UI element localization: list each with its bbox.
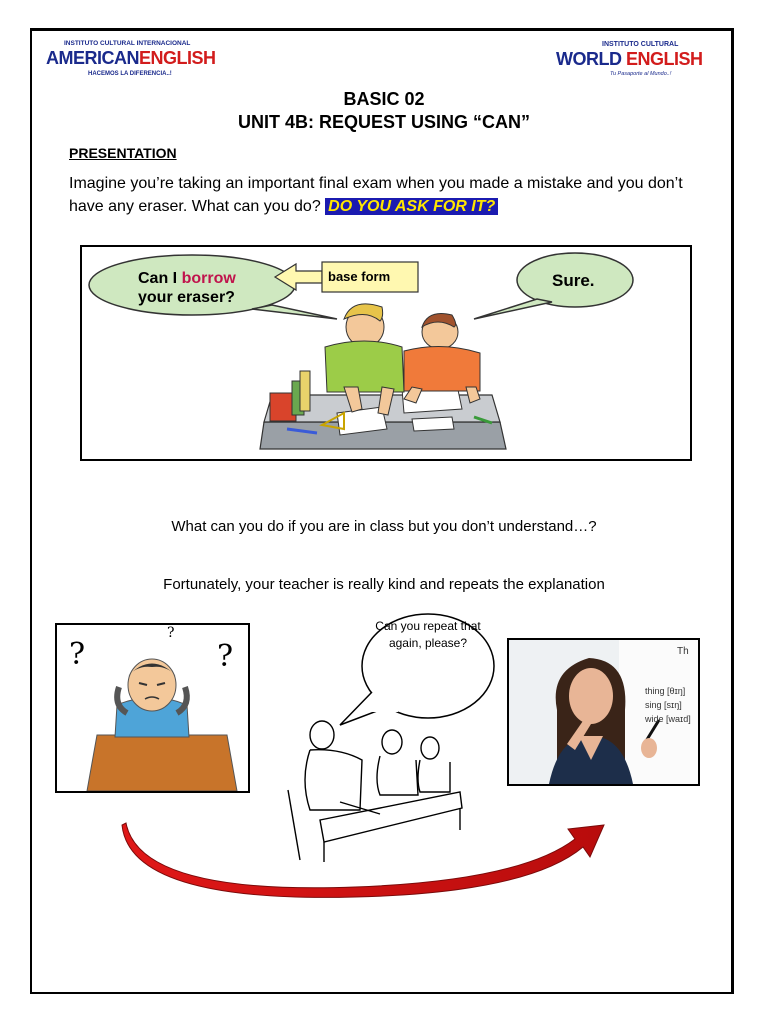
question-one: What can you do if you are in class but you don’t understand…?: [171, 518, 597, 535]
confused-student-image: [55, 623, 250, 793]
section-heading: PRESENTATION: [69, 145, 177, 161]
board-text-th: Th: [677, 646, 689, 657]
logo-word-english: ENGLISH: [139, 48, 216, 68]
bubble-left-text: [138, 269, 236, 307]
logo-top-line: INSTITUTO CULTURAL INTERNACIONAL: [64, 40, 191, 47]
exam-illustration: [80, 245, 692, 461]
logo-word-world: WORLD: [556, 49, 622, 69]
question-mark-left: ?: [69, 637, 86, 672]
red-curved-arrow: [120, 815, 610, 905]
logo-tagline: HACEMOS LA DIFERENCIA..!: [88, 71, 172, 77]
intro-highlight: DO YOU ASK FOR IT?: [325, 198, 498, 215]
board-text-sing: sing [sɪŋ]: [645, 700, 682, 710]
bubble-left-borrow: borrow: [181, 270, 236, 287]
logo-top-line: INSTITUTO CULTURAL: [602, 41, 679, 48]
logo-word-american: AMERICAN: [46, 48, 139, 68]
bubble-right-text: Sure.: [552, 271, 595, 290]
question-mark-top: ?: [167, 625, 175, 641]
teacher-image: [509, 640, 698, 784]
question-two: Fortunately, your teacher is really kind and repeats the explanation: [163, 576, 605, 593]
bubble-left-line2: your eraser?: [138, 289, 235, 306]
board-text-thing: thing [θɪŋ]: [645, 686, 686, 696]
page-title: BASIC 02: [343, 89, 425, 109]
question-mark-right: ?: [217, 639, 234, 674]
unit-title: UNIT 4B: REQUEST USING “CAN”: [237, 112, 531, 132]
base-form-label: base form: [328, 269, 391, 284]
logo-word-english: ENGLISH: [626, 49, 703, 69]
bubble-left-part1: Can I: [138, 270, 182, 287]
logo-tagline: Tu Pasaporte al Mundo..!: [610, 71, 672, 77]
board-text-wide: wide [waɪd]: [645, 714, 691, 724]
intro-text: Imagine you’re taking an important final exam when you made a mistake and you don’t have any eraser. What can you do?: [69, 175, 683, 215]
classroom-bubble-text: Can you repeat that again, please?: [375, 619, 481, 650]
teacher-photo: [507, 638, 700, 786]
world-english-logo: [556, 40, 724, 80]
american-english-logo: [46, 40, 226, 82]
intro-paragraph: [69, 172, 709, 218]
